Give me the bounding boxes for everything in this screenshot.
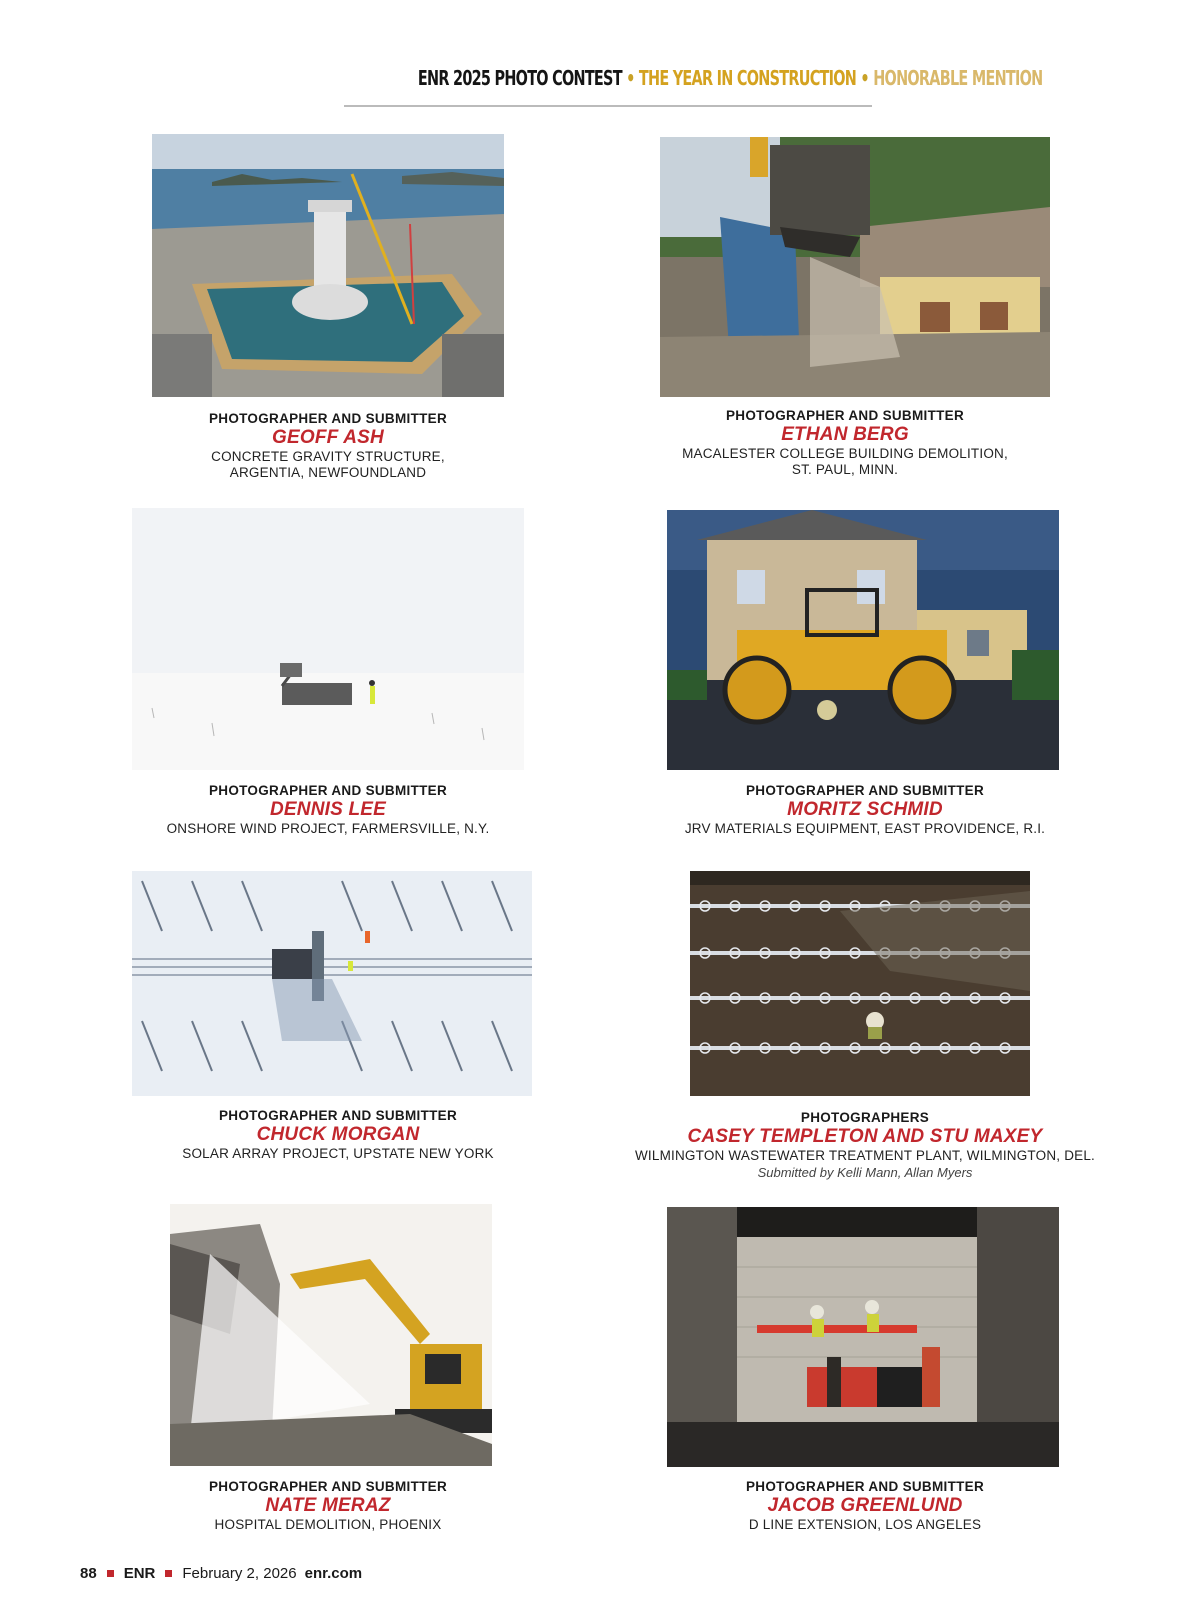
photographer-name: CASEY TEMPLETON AND STU MAXEY	[687, 1126, 1043, 1147]
photographer-role: PHOTOGRAPHER AND SUBMITTER	[208, 411, 448, 426]
photographer-name: CHUCK MORGAN	[256, 1124, 420, 1145]
caption-entry-8	[655, 1479, 1075, 1533]
caption-entry-3	[118, 783, 538, 837]
header-separator-2: •	[856, 66, 874, 90]
photographer-role: PHOTOGRAPHER AND SUBMITTER	[208, 783, 448, 798]
footer-brand: ENR	[123, 1565, 156, 1582]
header-award: HONORABLE MENTION	[873, 66, 1043, 90]
photo-solar-array-project[interactable]	[132, 871, 532, 1096]
header-category: THE YEAR IN CONSTRUCTION	[638, 66, 857, 90]
caption-entry-7	[118, 1479, 538, 1533]
caption-entry-4	[655, 783, 1075, 837]
photo-hospital-demolition[interactable]	[170, 1204, 492, 1466]
photographer-role: PHOTOGRAPHERS	[800, 1110, 930, 1125]
project-name: HOSPITAL DEMOLITION, PHOENIX	[214, 1517, 442, 1532]
caption-entry-5	[128, 1108, 548, 1162]
project-name: WILMINGTON WASTEWATER TREATMENT PLANT, WILMINGTON, DEL.	[634, 1148, 1096, 1163]
photographer-role: PHOTOGRAPHER AND SUBMITTER	[208, 1479, 448, 1494]
square-separator-icon	[107, 1570, 114, 1577]
project-location: ARGENTIA, NEWFOUNDLAND	[229, 465, 427, 480]
caption-entry-2	[635, 408, 1055, 478]
photographer-name: ETHAN BERG	[781, 424, 909, 445]
photographer-name: GEOFF ASH	[272, 427, 384, 448]
caption-entry-1	[118, 411, 538, 481]
issue-date: February 2, 2026	[182, 1565, 297, 1582]
photo-building-demolition[interactable]	[660, 137, 1050, 397]
photographer-name: DENNIS LEE	[269, 799, 387, 820]
photographer-name: JACOB GREENLUND	[767, 1495, 963, 1516]
project-name: D LINE EXTENSION, LOS ANGELES	[748, 1517, 982, 1532]
photographer-name: NATE MERAZ	[265, 1495, 391, 1516]
photo-d-line-extension[interactable]	[667, 1207, 1059, 1467]
header-separator: •	[621, 66, 639, 90]
header-contest-title: ENR 2025 PHOTO CONTEST	[417, 66, 622, 90]
contest-header	[417, 66, 1043, 90]
page-number: 88	[80, 1565, 97, 1582]
project-name: ONSHORE WIND PROJECT, FARMERSVILLE, N.Y.	[166, 821, 490, 836]
photo-jrv-materials-equipment[interactable]	[667, 510, 1059, 770]
project-name: JRV MATERIALS EQUIPMENT, EAST PROVIDENCE, R.I.	[684, 821, 1046, 836]
photographer-role: PHOTOGRAPHER AND SUBMITTER	[218, 1108, 458, 1123]
photographer-role: PHOTOGRAPHER AND SUBMITTER	[725, 408, 965, 423]
photo-onshore-wind-project[interactable]	[132, 508, 524, 770]
project-name: CONCRETE GRAVITY STRUCTURE,	[211, 449, 445, 464]
website-link[interactable]: enr.com	[304, 1565, 363, 1582]
header-divider	[344, 105, 872, 107]
photographer-role: PHOTOGRAPHER AND SUBMITTER	[745, 783, 985, 798]
caption-entry-6	[615, 1110, 1115, 1182]
square-separator-icon	[165, 1570, 172, 1577]
page-footer	[80, 1565, 362, 1582]
project-name: SOLAR ARRAY PROJECT, UPSTATE NEW YORK	[182, 1146, 494, 1161]
project-name: MACALESTER COLLEGE BUILDING DEMOLITION,	[682, 446, 1008, 461]
project-location: ST. PAUL, MINN.	[791, 462, 899, 477]
photographer-name: MORITZ SCHMID	[787, 799, 943, 820]
submitted-by: Submitted by Kelli Mann, Allan Myers	[757, 1165, 973, 1180]
photo-wilmington-wastewater-plant[interactable]	[690, 871, 1030, 1096]
photo-concrete-gravity-structure[interactable]	[152, 134, 504, 397]
photographer-role: PHOTOGRAPHER AND SUBMITTER	[745, 1479, 985, 1494]
